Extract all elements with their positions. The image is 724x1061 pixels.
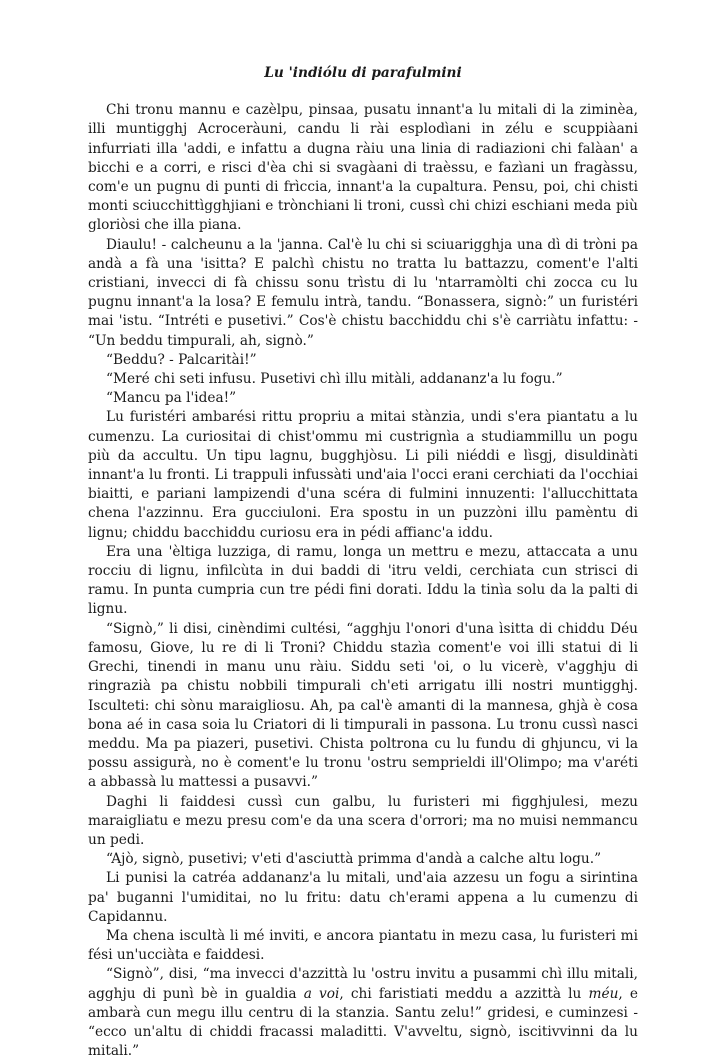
paragraph	[88, 850, 638, 869]
text-run: “Meré chi seti infusu. Pusetivi chì illu mitàli, addananz'a lu fogu.”	[106, 371, 563, 388]
text-run: Daghi li faiddesi cussì cun galbu, lu furisteri mi figghjulesi, mezu maraigliatu e mezu presu com'e da una scera d'orrori; ma no muisi nemmancu un pedi.	[88, 793, 638, 848]
paragraph	[88, 793, 638, 851]
text-run: Era una 'èltiga luzziga, di ramu, longa un mettru e mezu, attaccata a unu rocciu di lignu, infilcùta in dui baddi di 'itru veldi, cerchiata cun strisci di ramu. In punta cumpria cun tre pédi fini dorati. Iddu la tinìa solu da la palti di lignu.	[88, 543, 638, 618]
paragraph	[88, 620, 638, 793]
paragraph	[88, 869, 638, 927]
paragraph	[88, 101, 638, 235]
document-body	[88, 101, 638, 1061]
text-run: Chi tronu mannu e cazèlpu, pinsaa, pusatu innant'a lu mitali di la ziminèa, illi muntigghj Acroceràuni, candu li rài esplodìani in zélu e scuppiàani infurriati illa 'addi, e infattu a dugna ràiu una linia di radiazioni chi falàan' a bicchi e a corri, e risci d'èa chi si svagàani di traèssu, e fazìani un fragàssu, com'e un pugnu di punti di frìccia, innant'a la cupaltura. Pensu, poi, chi chisti monti sciucchittìgghjiani e trònchiani li troni, cussì chi chizi eschiani meda più gloriòsi che illa piana.	[88, 102, 638, 234]
paragraph	[88, 927, 638, 965]
text-run: Ma chena iscultà li mé inviti, e ancora piantatu in mezu casa, lu furisteri mi fési un'ucciàta e faiddesi.	[88, 927, 638, 964]
paragraph	[88, 370, 638, 389]
emphasis-text: a voi	[303, 985, 340, 1002]
paragraph	[88, 408, 638, 542]
text-run: , e ambarà cun megu illu centru di la stanzia. Santu zelu!” gridesi, e cuminzesi - “ecco un'altu di chiddi fracassi maladitti. V'avveltu, signò, iscitivvinni da lu mitali.”	[88, 985, 638, 1060]
text-run: “Beddu? - Palcaritài!”	[106, 351, 257, 368]
text-run: “Signò,” li disi, cinèndimi cultési, “agghju l'onori d'una ìsitta di chiddu Déu famosu, Giove, lu re di li Troni? Chiddu stazìa coment'e voi illi statui di li Grechi, tinendi in manu unu ràiu. Siddu seti 'oi, o lu vicerè, v'agghju di ringrazià pa chistu nobbili timpurali ch'eti arrigatu illi nostri muntigghj. Isculteti: chi sònu maraigliosu. Ah, pa cal'è amanti di la mannesa, ghjà è cosa bona aé in casa soia lu Criatori di li timpurali in passona. Lu tronu cussì nasci meddu. Ma pa piazeri, pusetivi. Chista poltrona cu lu fundu di ghjuncu, vi la possu assigurà, no è coment'e lu tronu 'ostru semprieldi ill'Olimpo; ma v'aréti a abbassà lu mattessi a pusavvi.”	[88, 620, 638, 791]
paragraph	[88, 236, 638, 351]
paragraph	[88, 543, 638, 620]
paragraph	[88, 351, 638, 370]
text-run: “Ajò, signò, pusetivi; v'eti d'asciuttà primma d'andà a calche altu logu.”	[106, 851, 602, 868]
paragraph	[88, 389, 638, 408]
document-title: Lu 'indiólu di parafulmini	[264, 65, 462, 81]
text-run: , chi faristiati meddu a azzittà lu	[339, 985, 589, 1002]
text-run: “Mancu pa l'idea!”	[106, 390, 237, 407]
text-run: Lu furistéri ambarési rittu propriu a mitai stànzia, undi s'era piantatu a lu cumenzu. La curiositai di chist'ommu mi custrignìa a studiammillu un pogu più da accultu. Un tipu lagnu, bugghjòsu. Li pili niéddi e lìsgj, disuldinàti innant'a lu fronti. Li trappuli infussàti und'aia l'occi erani cerchiati da l'occhiai biaitti, e pariani lampizendi d'una scéra di fulmini innuzenti: l'allucchittata chena l'azzinnu. Era gucciuloni. Era spostu in un puzzòni illu pamèntu di lignu; chiddu bacchiddu curiosu era in pédi affianc'a iddu.	[88, 409, 638, 541]
text-run: “Signò”, disi, “ma invecci d'azzittà lu 'ostru invitu a pusammi chì illu mitali, agghju di punì bè in gualdia	[88, 966, 638, 1002]
text-run: Li punisi la catréa addananz'a lu mitali, und'aia azzesu un fogu a sirintina pa' buganni l'umiditai, no lu fritu: datu ch'erami appena a lu cumenzu di Capidannu.	[88, 870, 638, 925]
emphasis-text: méu	[588, 985, 619, 1002]
paragraph	[88, 965, 638, 1061]
text-run: Diaulu! - calcheunu a la 'janna. Cal'è lu chi si sciuarigghja una dì di tròni pa andà a fà una 'isitta? E palchì chistu no tratta lu battazzu, coment'e l'alti cristiani, invecci di fà chissu sonu trìstu di lu 'ntarramòlti chi zocca cu lu pugnu innant'a la losa? E femulu intrà, tandu. “Bonassera, signò:” un furistéri mai 'istu. “Intréti e pusetivi.” Cos'è chistu bacchiddu chi s'è carriàtu infattu: - “Un beddu timpurali, ah, signò.”	[88, 236, 638, 349]
